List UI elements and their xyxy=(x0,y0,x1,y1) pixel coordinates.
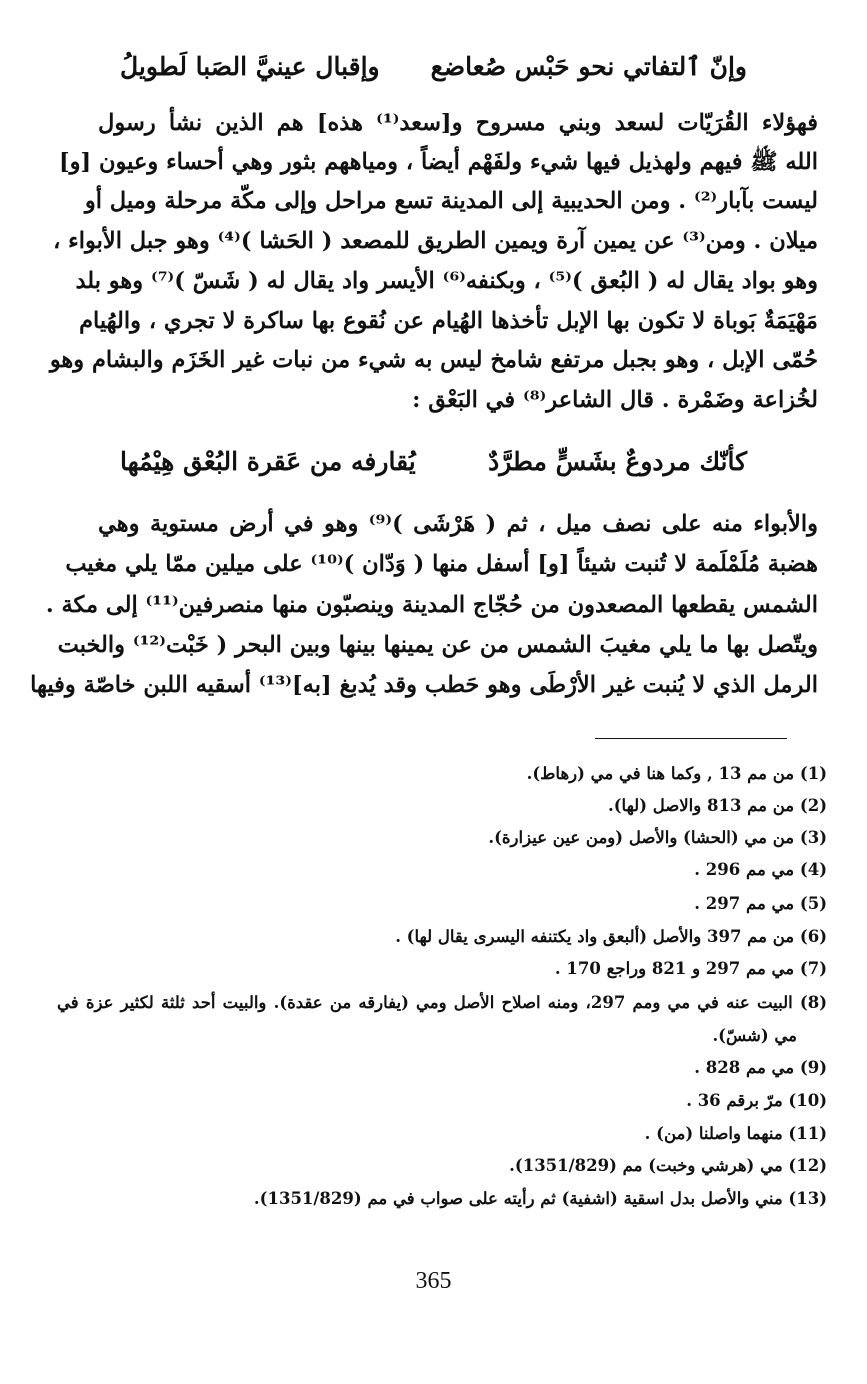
page-number: 365 xyxy=(415,1268,452,1294)
verse-1 xyxy=(120,52,747,81)
body-line: حُمّى الإبل ، وهو بجبل مرتفع شامخ ليس به شيء من نبات غير الخَزَم والبشام وهو xyxy=(49,347,818,373)
body-line: الله ﷺ فيهم ولهذيل فيها شيء ولفَهْم أيضاً ، ومياههم بثور وهي أحساء وعيون [و] xyxy=(59,149,818,175)
footnote: (6) من مم 397 والأصل (ألبعق واد يكتنفه اليسرى يقال لها) . xyxy=(395,927,827,946)
body-line: وهو بواد يقال له ( البُعق )⁽⁵⁾ ، وبكنفه⁽⁶⁾ الأيسر واد يقال له ( شَسّ )⁽⁷⁾ وهو بلد xyxy=(75,268,818,294)
footnote: (4) مي مم 296 . xyxy=(694,860,827,879)
verse-2 xyxy=(120,447,747,476)
footnote: (1) من مم 13 , وكما هنا في مي (رهاط). xyxy=(526,764,827,783)
verse-1-right-hemistich: وإنّ ٱلتفاتي نحو حَبْس صُعاضع xyxy=(430,52,747,81)
footnote: (12) مي (هرشي وخبت) مم (1351/829). xyxy=(509,1156,827,1175)
footnote: (9) مي مم 828 . xyxy=(694,1058,827,1077)
footnote-continuation: مي (شسّ). xyxy=(712,1026,797,1045)
body-line: هضبة مُلَمْلَمة لا تُنبت شيئاً [و] أسفل منها ( وَدّان )⁽¹⁰⁾ على ميلين ممّا يلي مغيب xyxy=(65,551,818,577)
footnote-separator xyxy=(595,738,787,739)
footnote: (2) من مم 813 والاصل (لها). xyxy=(608,796,827,815)
verse-1-left-hemistich: وإقبال عينيَّ الصَبا لَطويلُ xyxy=(120,52,380,81)
footnote: (10) مرّ برقم 36 . xyxy=(686,1091,827,1110)
body-line: والأبواء منه على نصف ميل ، ثم ( هَرْشَى )⁽⁹⁾ وهو في أرض مستوية وهي xyxy=(98,511,818,537)
body-line: مَهْيَمَةٌ بَوباة لا تكون بها الإبل تأخذها الهُيام عن نُقوع بها ساكرة لا تجري ، والهُيام xyxy=(79,308,818,334)
footnote: (11) منهما واصلنا (من) . xyxy=(644,1124,827,1143)
body-line: ليست بآبار⁽²⁾ . ومن الحديبية إلى المدينة تسع مراحل وإلى مكّة مرحلة وميل أو xyxy=(84,188,818,214)
footnote: (13) مني والأصل بدل اسقية (اشفية) ثم رأيته على صواب في مم (1351/829). xyxy=(253,1189,827,1208)
verse-2-right-hemistich: كأنّك مردوعٌ بشَسٍّ مطرَّدٌ xyxy=(488,447,747,476)
footnote: (8) البيت عنه في مي ومم 297، ومنه اصلاح الأصل ومي (يفارقه من عقدة). والبيت أحد ثلثة لكثير عزة في xyxy=(57,993,827,1012)
verse-2-left-hemistich: يُقارفه من عَقرة البُعْق هِيْمُها xyxy=(120,447,416,476)
body-line: لخُزاعة وضَمْرة . قال الشاعر⁽⁸⁾ في البَعْق : xyxy=(412,387,818,413)
footnote: (5) مي مم 297 . xyxy=(694,894,827,913)
body-line: الشمس يقطعها المصعدون من حُجّاج المدينة وينصبّون منها منصرفين⁽¹¹⁾ إلى مكة . xyxy=(45,592,818,618)
body-line: فهؤلاء القُرَيّات لسعد وبني مسروح و[سعد⁽¹⁾ هذه] هم الذين نشأ رسول xyxy=(98,110,818,136)
footnote: (7) مي مم 297 و 821 وراجع 170 . xyxy=(554,959,827,978)
footnote: (3) من مي (الحشا) والأصل (ومن عين عيزارة). xyxy=(488,828,827,847)
body-line: ميلان . ومن⁽³⁾ عن يمين آرة ويمين الطريق للمصعد ( الحَشا )⁽⁴⁾ وهو جبل الأبواء ، xyxy=(53,228,818,254)
body-line: الرمل الذي لا يُنبت غير الأرْطَى وهو حَطب وقد يُدبغ [به]⁽¹³⁾ أسقيه اللبن خاصّة وفيها xyxy=(30,672,818,698)
body-line: ويتّصل بها ما يلي مغيبَ الشمس من عن يمينها بينها وبين البحر ( خَبْت⁽¹²⁾ والخبت xyxy=(57,632,818,658)
